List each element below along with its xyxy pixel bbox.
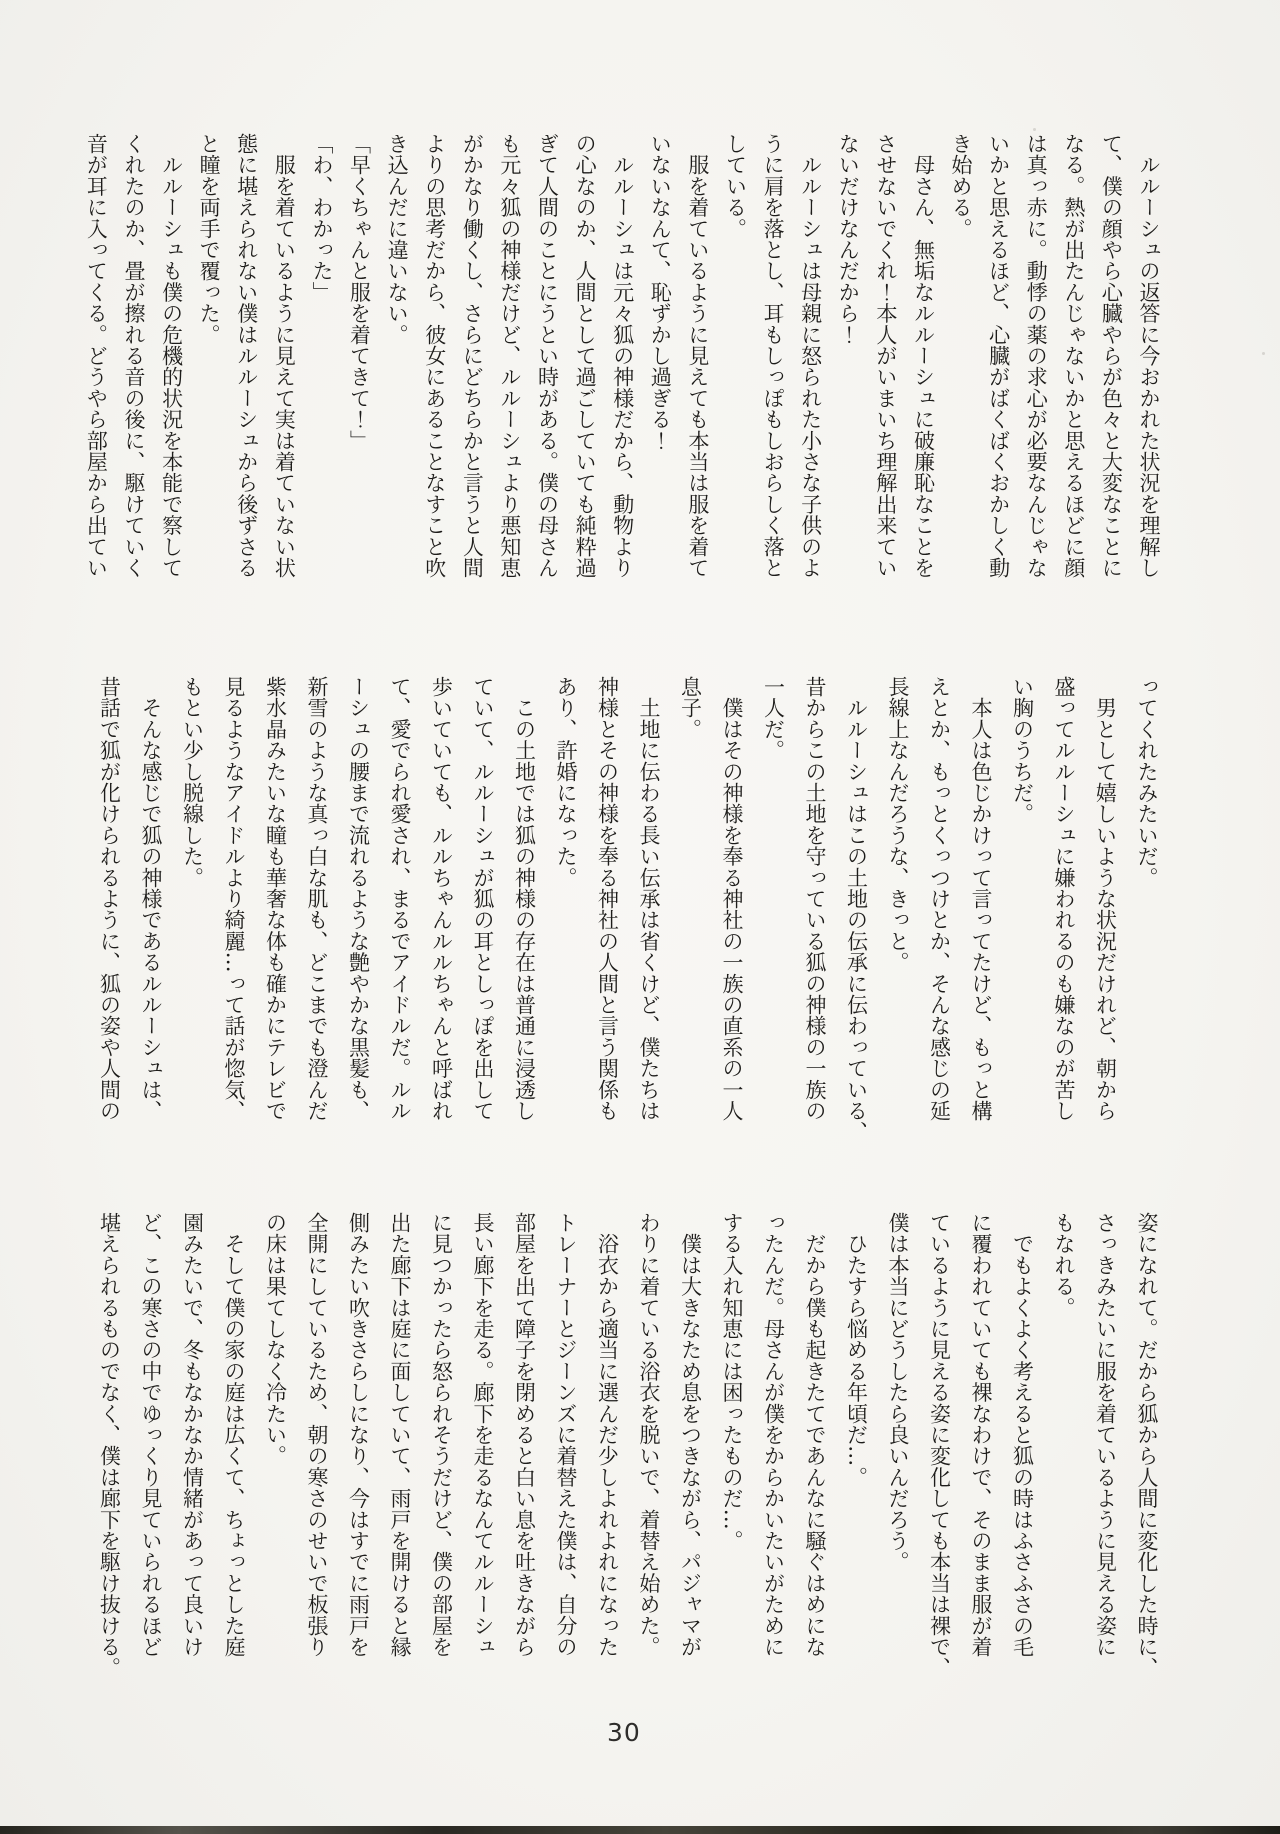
text-column: 態に堪えられない僕はルルーシュから後ずさる — [234, 133, 259, 579]
text-column: うに肩を落とし、耳もしっぽもしおらしく落と — [761, 133, 786, 579]
scan-speck — [1262, 352, 1265, 355]
text-column: 長い廊下を走る。廊下を走るなんてルルーシュ — [471, 1212, 495, 1658]
text-column: 園みたいで、冬もなかなか情緒があって良いけ — [180, 1212, 205, 1658]
text-column: 全開にしているため、朝の寒さのせいで板張り — [305, 1212, 329, 1658]
text-column: 土地に伝わる長い伝承は省くけど、僕たちは — [637, 676, 661, 1122]
text-column: 見るようなアイドルより綺麗…って話が惚気、 — [222, 676, 246, 1122]
text-column: 姿になれて。だから狐から人間に変化した時に、 — [1135, 1212, 1159, 1679]
vertical-text-band-top — [77, 133, 1167, 611]
text-column: だから僕も起きたてであんなに騒ぐはめにな — [803, 1212, 827, 1658]
text-column: 音が耳に入ってくる。どうやら部屋から出てい — [84, 133, 109, 579]
text-column: さっきみたいに服を着ているように見える姿に — [1093, 1212, 1118, 1658]
text-column: トレーナーとジーンズに着替えた僕は、自分の — [554, 1212, 578, 1658]
text-column: ーシュの腰まで流れるような艶やかな黒髪も、 — [346, 676, 371, 1122]
text-column: そんな感じで狐の神様であるルルーシュは、 — [139, 676, 163, 1122]
text-column: ったんだ。母さんが僕をからかいたいがために — [761, 1212, 786, 1658]
text-column: 紫水晶みたいな瞳も華奢な体も確かにテレビで — [263, 676, 288, 1122]
text-column: 堪えられるものでなく、僕は廊下を駆け抜ける。 — [97, 1212, 122, 1679]
text-column: に覆われていても裸なわけで、そのまま服が着 — [969, 1212, 993, 1658]
text-column: わりに着ている浴衣を脱いで、着替え始めた。 — [637, 1212, 661, 1658]
text-column: そして僕の家の庭は広くて、ちょっとした庭 — [222, 1212, 246, 1658]
text-column: させないでくれ！本人がいまいち理解出来てい — [873, 133, 898, 579]
text-column: 「わ、わかった」 — [309, 133, 334, 303]
text-column: 長線上なんだろうな、きっと。 — [886, 676, 910, 973]
text-column: ていて、ルルーシュが狐の耳としっぽを出して — [471, 676, 495, 1122]
text-column: 昔話で狐が化けられるように、狐の姿や人間の — [97, 676, 122, 1122]
text-column: 僕は本当にどうしたら良いんだろう。 — [886, 1212, 910, 1573]
text-column: この土地では狐の神様の存在は普通に浸透し — [512, 676, 537, 1122]
text-column: 神様とその神様を奉る神社の人間と言う関係も — [595, 676, 620, 1122]
text-column: 新雪のような真っ白な肌も、どこまでも澄んだ — [305, 676, 329, 1122]
text-column: も元々狐の神様だけど、ルルーシュより悪知恵 — [497, 133, 522, 579]
page-number: 30 — [607, 1718, 641, 1747]
text-column: 服を着ているように見えても本当は服を着て — [685, 133, 710, 579]
text-column: えとか、もっとくっつけとか、そんな感じの延 — [927, 676, 952, 1122]
scan-speck — [1033, 128, 1036, 131]
text-column: き込んだに違いない。 — [385, 133, 410, 345]
text-column: 「早くちゃんと服を着てきて！」 — [347, 133, 372, 451]
text-column: は真っ赤に。動悸の薬の求心が必要なんじゃな — [1024, 133, 1049, 579]
text-column: ているように見える姿に変化しても本当は裸で、 — [927, 1212, 952, 1679]
text-column: 本人は色じかけって言ってたけど、もっと構 — [969, 676, 993, 1122]
vertical-text-band-middle — [88, 676, 1167, 1156]
text-column: ルルーシュも僕の危機的状況を本能で察して — [159, 133, 184, 579]
text-column: いかと思えるほど、心臓がばくばくおかしく動 — [986, 133, 1011, 579]
text-column: に見つかったら怒られそうだけど、僕の部屋を — [429, 1212, 454, 1658]
text-column: 服を着ているように見えて実は着ていない状 — [272, 133, 297, 579]
text-column: 部屋を出て障子を閉めると白い息を吐きながら — [512, 1212, 537, 1658]
text-column: くれたのか、畳が擦れる音の後に、駆けていく — [121, 133, 146, 579]
text-column: がかなり働くし、さらにどちらかと言うと人間 — [460, 133, 485, 579]
text-column: いないなんて、恥ずかし過ぎる！ — [648, 133, 673, 451]
text-column: 浴衣から適当に選んだ少しよれよれになった — [595, 1212, 620, 1658]
text-column: 盛ってルルーシュに嫌われるのも嫌なのが苦し — [1052, 676, 1076, 1122]
text-column: あり、許婚になった。 — [554, 676, 578, 888]
text-column: なる。熱が出たんじゃないかと思えるほどに顔 — [1061, 133, 1086, 579]
text-column: 出た廊下は庭に面していて、雨戸を開けると縁 — [388, 1212, 412, 1658]
text-column: 僕はその神様を奉る神社の一族の直系の一人 — [720, 676, 744, 1122]
text-column: ってくれたみたいだ。 — [1135, 676, 1159, 888]
text-column: き始める。 — [949, 133, 974, 239]
text-column: 男として嬉しいような状況だけれど、朝から — [1093, 676, 1118, 1122]
text-column: ぎて人間のことにうとい時がある。僕の母さん — [535, 133, 560, 579]
text-column: 昔からこの土地を守っている狐の神様の一族の — [803, 676, 827, 1122]
text-column: 側みたい吹きさらしになり、今はすでに雨戸を — [346, 1212, 371, 1658]
text-column: 母さん、無垢なルルーシュに破廉恥なことを — [911, 133, 936, 579]
text-column: の心なのか、人間として過ごしていても純粋過 — [573, 133, 598, 579]
text-column: している。 — [723, 133, 748, 239]
text-column: い胸のうちだ。 — [1010, 676, 1035, 825]
text-column: もとい少し脱線した。 — [180, 676, 205, 888]
vertical-text-band-bottom — [88, 1212, 1167, 1692]
text-column: よりの思考だから、彼女にあることなすこと吹 — [422, 133, 447, 579]
text-column: 僕は大きなため息をつきながら、パジャマが — [678, 1212, 703, 1658]
text-column: ひたすら悩める年頃だ…。 — [844, 1212, 869, 1488]
text-column: て、愛でられ愛され、まるでアイドルだ。ルル — [388, 676, 412, 1122]
text-column: 息子。 — [678, 676, 703, 740]
text-column: の床は果てしなく冷たい。 — [263, 1212, 288, 1467]
text-column: て、僕の顔やら心臓やらが色々と大変なことに — [1099, 133, 1124, 579]
scan-bottom-edge — [0, 1826, 1280, 1834]
text-column: ルルーシュは元々狐の神様だから、動物より — [610, 133, 635, 579]
text-column: ルルーシュは母親に怒られた小さな子供のよ — [798, 133, 823, 579]
text-column: もなれる。 — [1052, 1212, 1076, 1318]
text-column: 一人だ。 — [761, 676, 786, 761]
text-column: ルルーシュはこの土地の伝承に伝わっている、 — [844, 676, 869, 1143]
text-column: でもよくよく考えると狐の時はふさふさの毛 — [1010, 1212, 1035, 1658]
text-column: ど、この寒さの中でゆっくり見ていられるほど — [139, 1212, 163, 1658]
text-column: ないだけなんだから！ — [836, 133, 861, 345]
text-column: する入れ知恵には困ったものだ…。 — [720, 1212, 744, 1552]
text-column: と瞳を両手で覆った。 — [197, 133, 222, 345]
text-column: 歩いていても、ルルちゃんルルちゃんと呼ばれ — [429, 676, 454, 1122]
text-column: ルルーシュの返答に今おかれた状況を理解し — [1137, 133, 1161, 579]
